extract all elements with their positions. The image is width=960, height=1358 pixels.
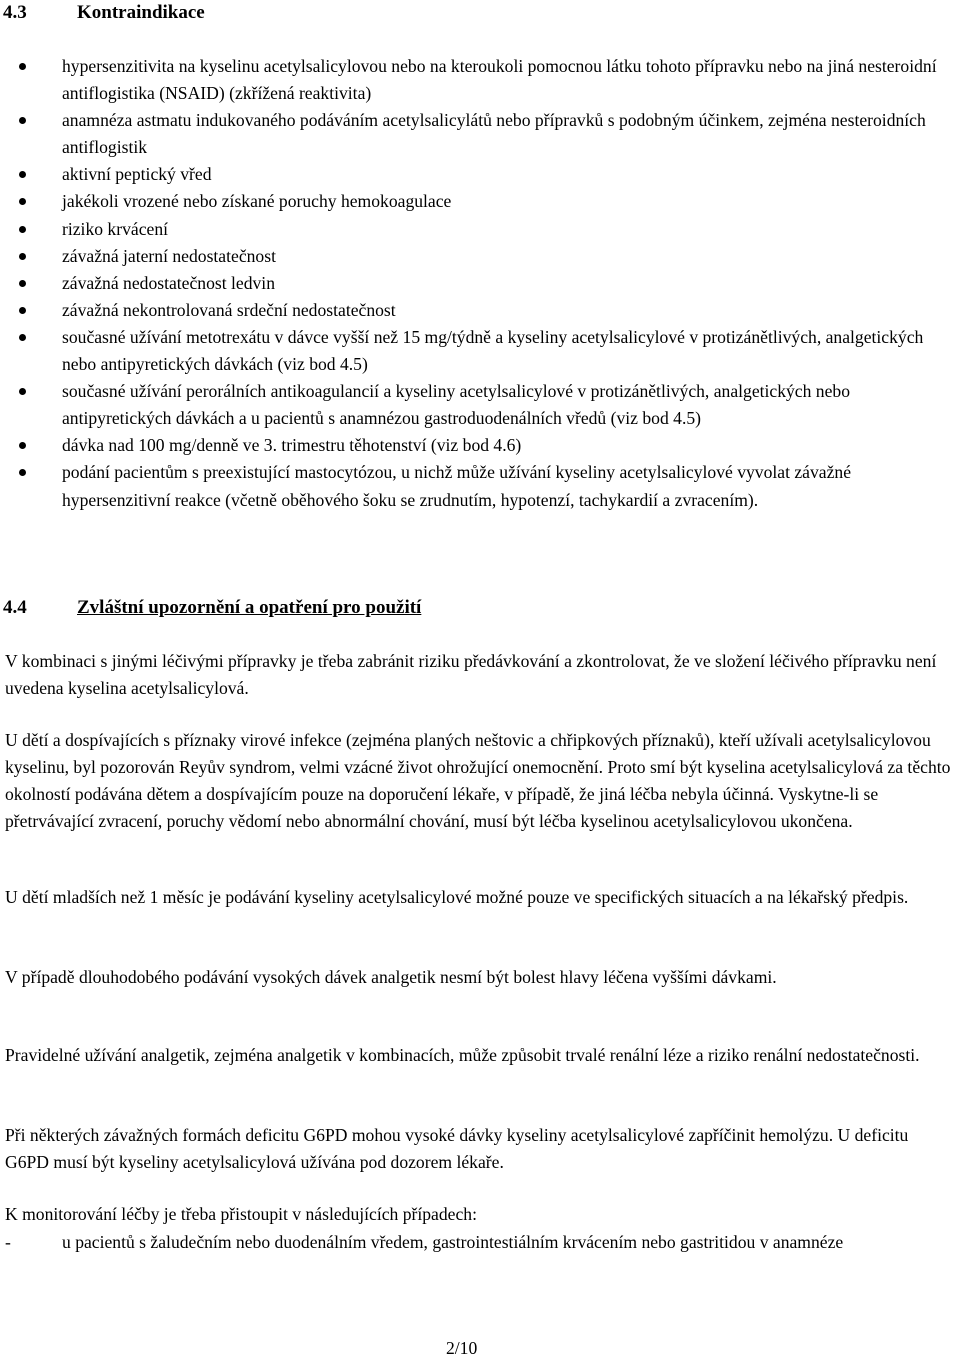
bullet-icon bbox=[19, 253, 26, 260]
section-number: 4.4 bbox=[3, 597, 27, 618]
section-title: Zvláštní upozornění a opatření pro použití bbox=[77, 597, 422, 618]
list-item-text: jakékoli vrozené nebo získané poruchy hemokoagulace bbox=[62, 191, 452, 212]
list-item-text: riziko krvácení bbox=[62, 218, 169, 239]
paragraph: V kombinaci s jinými léčivými přípravky je třeba zabránit riziku předávkování a zkontrolovat, že ve složení léčivého přípravku není uvedena kyselina acetylsalicylová. bbox=[5, 651, 937, 699]
bullet-icon bbox=[19, 334, 26, 341]
paragraph: U dětí mladších než 1 měsíc je podávání kyseliny acetylsalicylové možné pouze ve specifických situacích a na lékařský předpis. bbox=[5, 887, 909, 907]
paragraph: Při některých závažných formách deficitu G6PD mohou vysoké dávky kyseliny acetylsalicylové zapříčinit hemolýzu. U deficitu G6PD musí být kyseliny acetylsalicylová užívána pod dozorem lékaře. bbox=[5, 1125, 909, 1173]
section-title: Kontraindikace bbox=[77, 2, 205, 23]
list-item-text: dávka nad 100 mg/denně ve 3. trimestru těhotenství (viz bod 4.6) bbox=[62, 435, 522, 456]
bullet-icon bbox=[19, 226, 26, 233]
paragraph: Pravidelné užívání analgetik, zejména analgetik v kombinacích, může způsobit trvalé renální léze a riziko renální nedostatečnosti. bbox=[5, 1045, 920, 1065]
list-item-text: anamnéza astmatu indukovaného podáváním acetylsalicylátů nebo přípravků s podobným účinkem, zejména nesteroidních antiflogistik bbox=[62, 110, 926, 158]
paragraph: V případě dlouhodobého podávání vysokých dávek analgetik nesmí být bolest hlavy léčena vyššími dávkami. bbox=[5, 967, 777, 987]
dash-marker: - bbox=[5, 1232, 11, 1252]
list-item bbox=[0, 188, 960, 215]
list-item bbox=[0, 270, 960, 297]
list-item bbox=[0, 161, 960, 188]
list-item bbox=[0, 324, 960, 378]
bullet-icon bbox=[19, 307, 26, 314]
list-item-text: podání pacientům s preexistující mastocytózou, u nichž může užívání kyseliny acetylsalicylové vyvolat závažné hypersenzitivní reakce (včetně oběhového šoku se zrudnutím, hypotenzí, tachykardií a zvracením). bbox=[62, 462, 852, 510]
list-item bbox=[0, 432, 960, 459]
bullet-icon bbox=[19, 171, 26, 178]
list-item bbox=[0, 297, 960, 324]
list-item-text: aktivní peptický vřed bbox=[62, 164, 212, 185]
list-item-text: hypersenzitivita na kyselinu acetylsalicylovou nebo na kteroukoli pomocnou látku tohoto přípravku nebo na jiná nesteroidní antiflogistika (NSAID) (zkřížená reaktivita) bbox=[62, 56, 937, 104]
list-item-text: závažná jaterní nedostatečnost bbox=[62, 245, 276, 266]
bullet-icon bbox=[19, 117, 26, 124]
bullet-icon bbox=[19, 442, 26, 449]
bullet-icon bbox=[19, 198, 26, 205]
contraindications-list bbox=[0, 53, 960, 514]
list-item bbox=[0, 459, 960, 513]
list-item-text: závažná nedostatečnost ledvin bbox=[62, 272, 275, 293]
list-item-text: současné užívání perorálních antikoagulancií a kyseliny acetylsalicylové v protizánětlivých, analgetických nebo antipyretických dávkách a u pacientů s anamnézou gastroduodenálních vředů (viz bod 4.5) bbox=[62, 381, 851, 429]
list-item bbox=[0, 378, 960, 432]
bullet-icon bbox=[19, 280, 26, 287]
list-item bbox=[0, 216, 960, 243]
list-item bbox=[0, 107, 960, 161]
bullet-icon bbox=[19, 63, 26, 70]
dash-list-item-text: u pacientů s žaludečním nebo duodenálním vředem, gastrointestiálním krvácením nebo gastritidou v anamnéze bbox=[62, 1232, 844, 1252]
section-number: 4.3 bbox=[3, 2, 27, 23]
list-item bbox=[0, 243, 960, 270]
page-number: 2/10 bbox=[446, 1338, 478, 1358]
list-item-text: závažná nekontrolovaná srdeční nedostatečnost bbox=[62, 299, 396, 320]
paragraph: K monitorování léčby je třeba přistoupit v následujících případech: bbox=[5, 1204, 477, 1224]
list-item-text: současné užívání metotrexátu v dávce vyšší než 15 mg/týdně a kyseliny acetylsalicylové v protizánětlivých, analgetických nebo antipyretických dávkách (viz bod 4.5) bbox=[62, 326, 924, 375]
paragraph: U dětí a dospívajících s příznaky virové infekce (zejména planých neštovic a chřipkových příznaků), kteří užívali acetylsalicylovou kyselinu, byl pozorován Reyův syndrom, velmi vzácné život ohrožující onemocnění. Proto smí být kyselina acetylsalicylová za těchto okolností podávána dětem a dospívajícím pouze na doporučení lékaře, v případě, že jiná léčba nebyla účinná. Vyskytne-li se přetrvávající zvracení, poruchy vědomí nebo abnormální chování, musí být léčba kyselinou acetylsalicylovou ukončena. bbox=[5, 730, 951, 832]
list-item bbox=[0, 53, 960, 107]
bullet-icon bbox=[19, 388, 26, 395]
bullet-icon bbox=[19, 469, 26, 476]
